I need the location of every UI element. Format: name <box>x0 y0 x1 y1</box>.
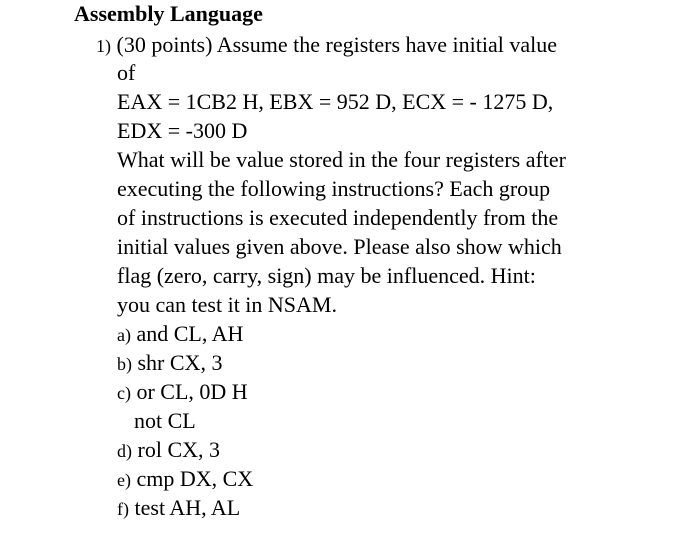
question-intro: (30 points) Assume the registers have initial value <box>116 32 558 57</box>
prompt-line: you can test it in NSAM. <box>117 292 337 317</box>
part-instruction: not CL <box>134 408 196 433</box>
part-label: f) <box>117 499 129 519</box>
prompt-line: What will be value stored in the four registers after <box>117 147 567 172</box>
part-instruction: and CL, AH <box>136 321 244 346</box>
part-label: c) <box>117 383 131 403</box>
part-a <box>117 322 243 347</box>
question-line-intro <box>96 33 557 58</box>
part-d <box>117 438 220 463</box>
part-label: e) <box>117 470 131 490</box>
part-label: b) <box>117 354 132 374</box>
part-e <box>117 467 253 492</box>
prompt-line: initial values given above. Please also show which <box>117 234 562 259</box>
prompt-line: executing the following instructions? Each group <box>117 176 551 201</box>
part-instruction: test AH, AL <box>134 495 241 520</box>
part-label: a) <box>117 325 131 345</box>
part-c-continued <box>134 409 196 433</box>
part-c <box>117 380 248 405</box>
part-instruction: rol CX, 3 <box>137 437 220 462</box>
section-heading: Assembly Language <box>74 1 263 26</box>
part-instruction: cmp DX, CX <box>136 466 254 491</box>
prompt-line: of instructions is executed independently from the <box>117 205 559 230</box>
part-b <box>117 351 222 376</box>
part-instruction: or CL, 0D H <box>136 379 248 404</box>
question-intro-continued: of <box>117 60 136 85</box>
register-values-line-1: EAX = 1CB2 H, EBX = 952 D, ECX = - 1275 D, <box>117 89 554 114</box>
part-instruction: shr CX, 3 <box>137 350 223 375</box>
prompt-line: flag (zero, carry, sign) may be influenced. Hint: <box>117 263 536 288</box>
part-f <box>117 496 240 521</box>
register-values-line-2: EDX = -300 D <box>117 118 248 143</box>
part-label: d) <box>117 441 132 461</box>
question-number: 1) <box>96 36 111 56</box>
